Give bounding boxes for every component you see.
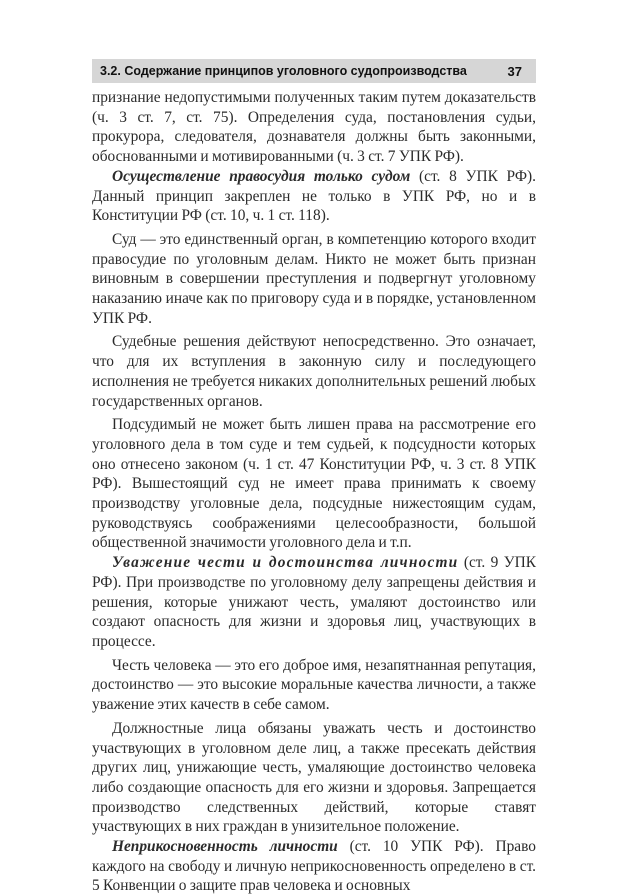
paragraph: Должностные лица обязаны уважать честь и достоинство участвующих в уголовном деле лиц, а также пресекать действия других лиц, унижающие честь, умаляющие достоинство человека либо создающие опасность для его жизни и здоровья. Запрещается производство следственных действий, которые ставят участвующих в них граждан в унизительное положение.: [92, 719, 536, 836]
chapter-title: 3.2. Содержание принципов уголовного судопроизводства: [100, 64, 467, 78]
paragraph: признание недопустимыми полученных таким путем доказательств (ч. 3 ст. 7, ст. 75). Определения суда, постановления судьи, прокурора, следователя, дознавателя должны быть законными, обоснованными и мотивированными (ч. 3 ст. 7 УПК РФ).: [92, 89, 536, 166]
paragraph: [92, 837, 536, 896]
paragraph-text: (ст. 10 УПК РФ). Право каждого на свободу и личную неприкосновенность определено в ст. 5 Конвенции о защите прав человека и основных: [92, 838, 536, 895]
paragraph: Суд — это единственный орган, в компетенцию которого входит правосудие по уголовным делам. Никто не может быть признан виновным в совершении преступления и подвергнут уголовному наказанию иначе как по приговору суда и в порядке, установленном УПК РФ.: [92, 230, 536, 327]
principle-heading: Уважение чести и достоинства личности: [112, 554, 459, 572]
page-number: 37: [507, 63, 522, 79]
paragraph: Судебные решения действуют непосредственно. Это означает, что для их вступления в законную силу и последующего исполнения не требуется никаких дополнительных решений любых государственных органов.: [92, 333, 536, 410]
paragraph: Подсудимый не может быть лишен права на рассмотрение его уголовного дела в том суде и тем судьей, к подсудности которых оно отнесено законом (ч. 1 ст. 47 Конституции РФ, ч. 3 ст. 8 УПК РФ). Вышестоящий суд не имеет права принимать к своему производству уголовные дела, подсудные нижестоящим судам, руководствуясь соображениями целесообразности, большой общественной значимости уголовного дела и т.п.: [92, 416, 536, 552]
principle-heading: Неприкосновенность личности: [112, 838, 338, 856]
running-header: [92, 59, 536, 83]
principle-heading: Осуществление правосудия только судом: [112, 167, 411, 185]
body-text: [92, 88, 536, 896]
paragraph: [92, 553, 536, 652]
paragraph-text: (ст. 9 УПК РФ). При производстве по уголовному делу запрещены действия и решения, которые унижают честь, умаляют достоинство или создают опасность для жизни и здоровья лиц, участвующих в процессе.: [92, 554, 537, 650]
paragraph: [92, 167, 536, 226]
paragraph-text: (ст. 8 УПК РФ). Данный принцип закреплен не только в УПК РФ, но и в Конституции РФ (ст. 10, ч. 1 ст. 118).: [92, 167, 536, 225]
paragraph: Честь человека — это его доброе имя, незапятнанная репутация, достоинство — это высокие моральные качества личности, а также уважение этих качеств в себе самом.: [92, 656, 536, 714]
